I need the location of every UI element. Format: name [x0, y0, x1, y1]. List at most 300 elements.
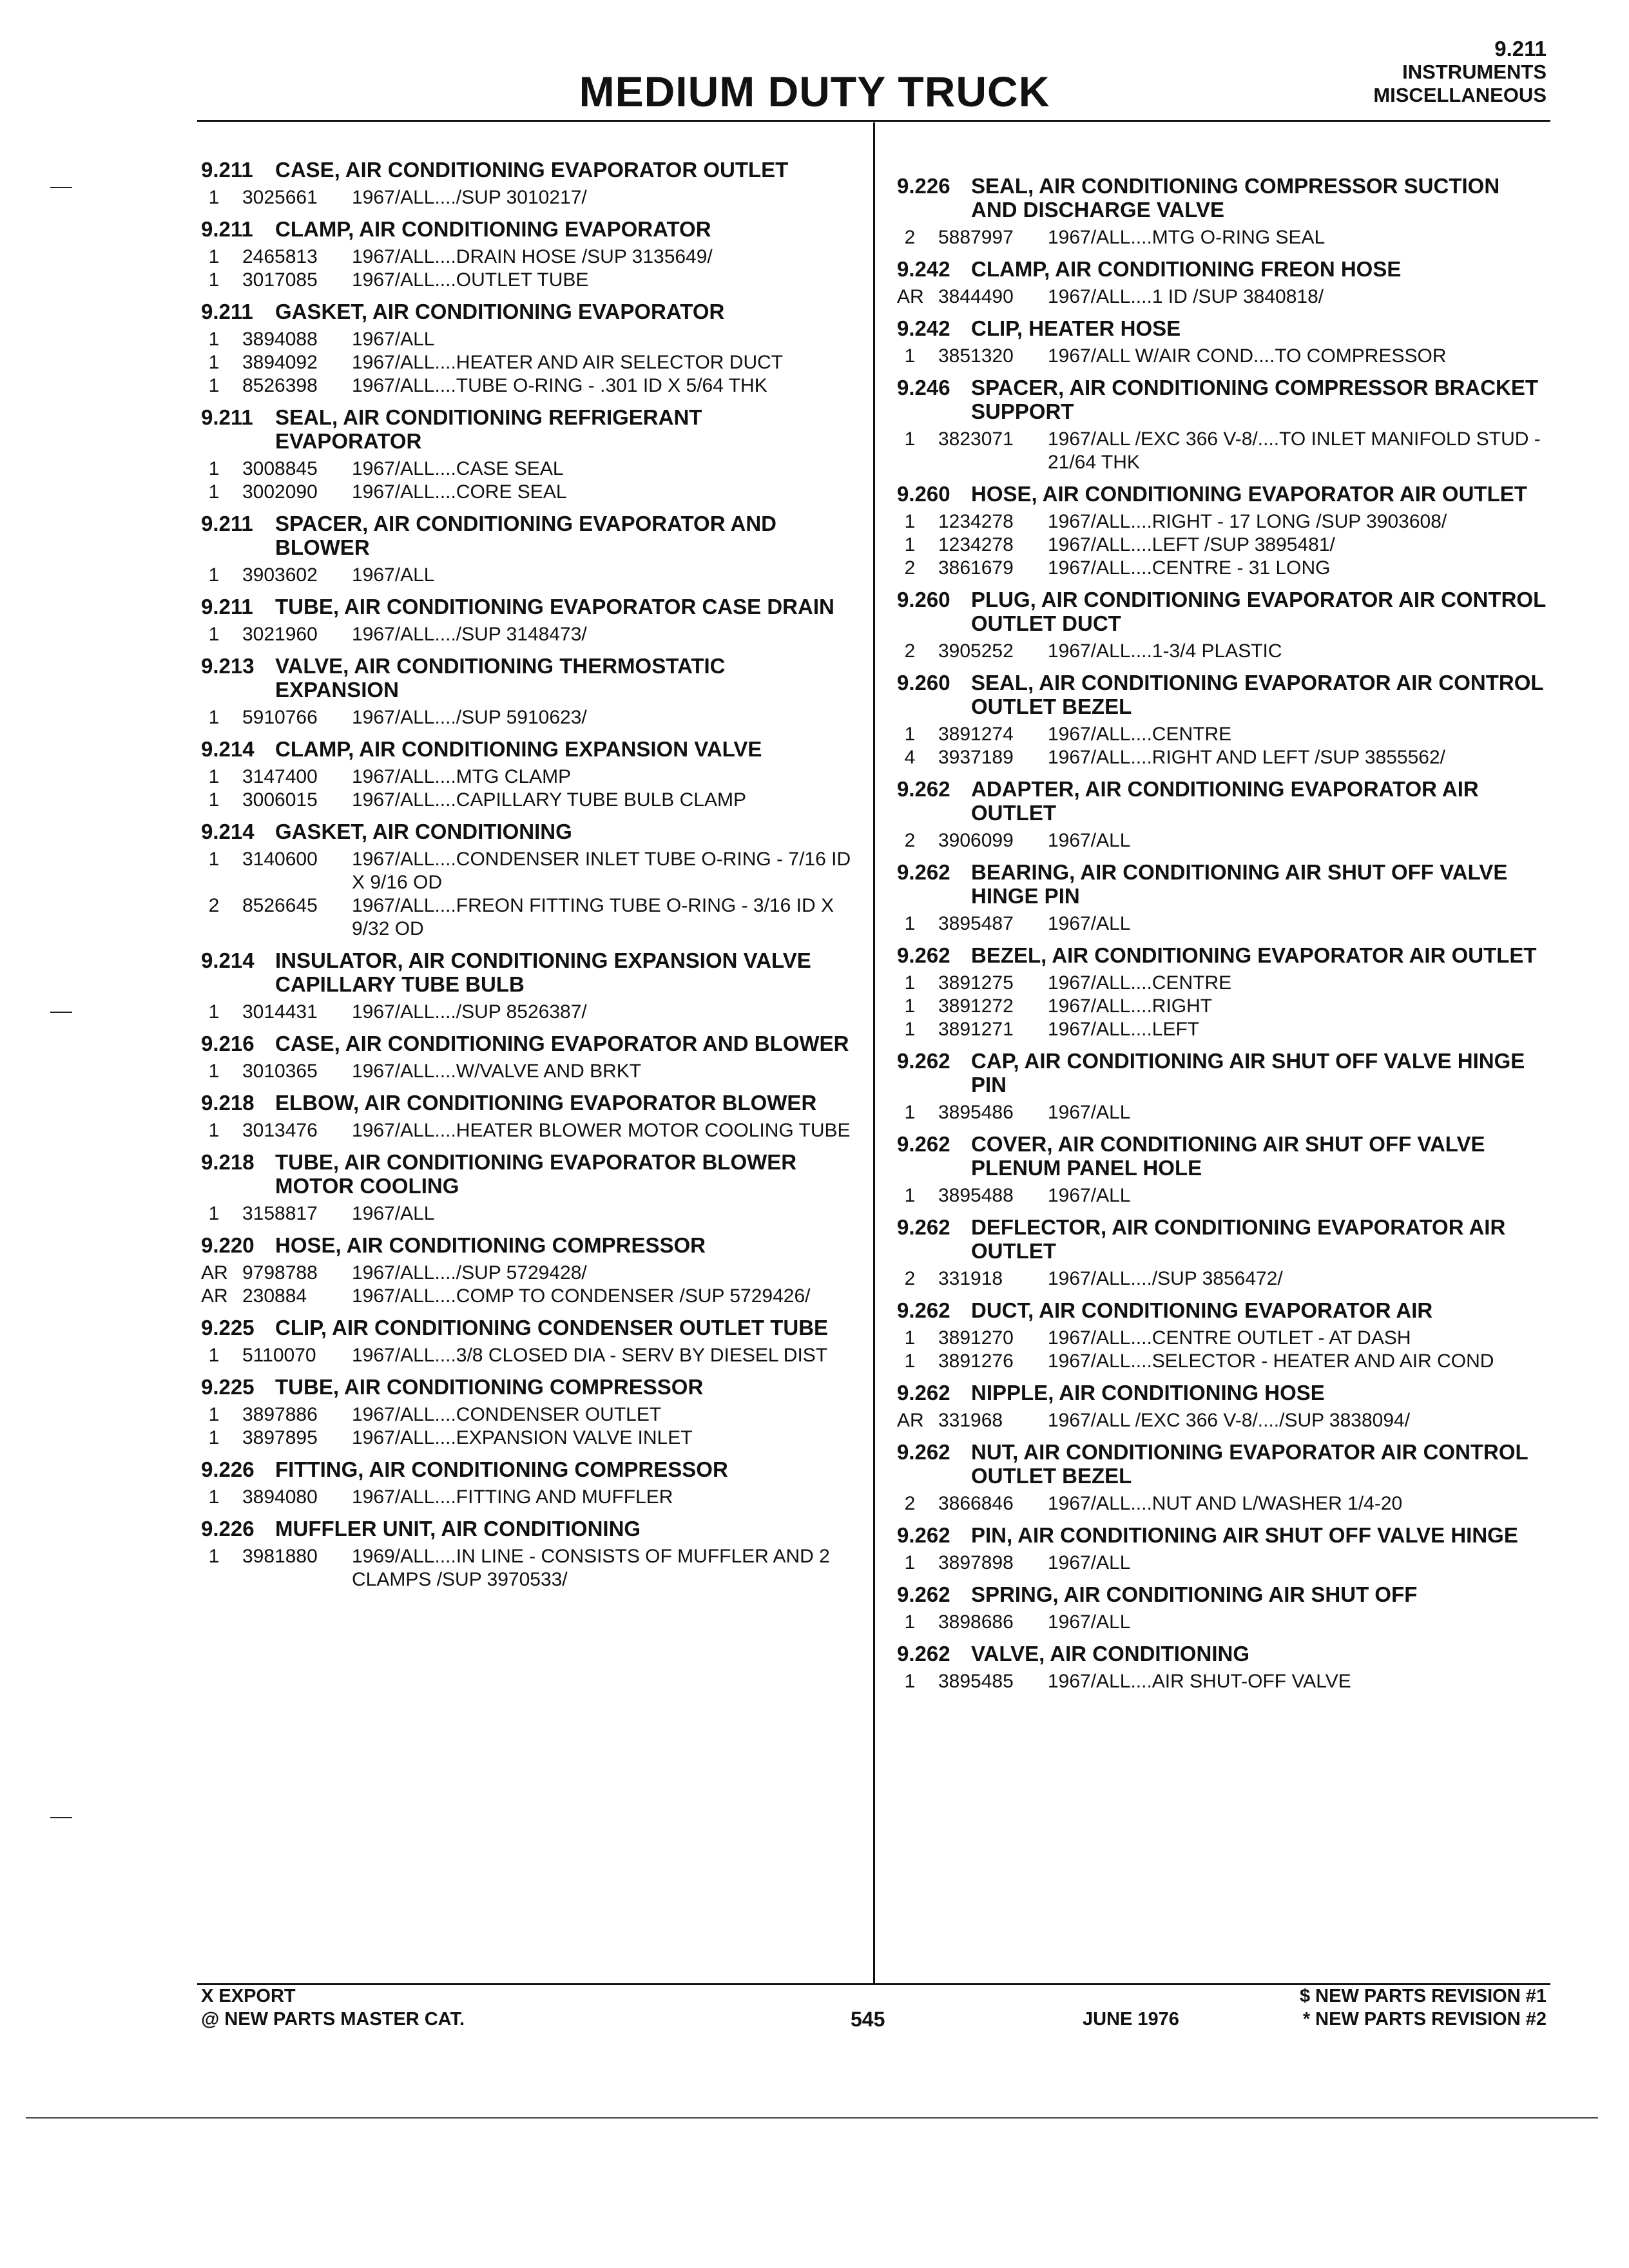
- footer-revision-1: $ NEW PARTS REVISION #1: [1300, 1986, 1547, 2006]
- part-description: 1967/ALL....3/8 CLOSED DIA - SERV BY DIESEL DIST: [352, 1345, 828, 1366]
- part-quantity: 1: [904, 1671, 916, 1692]
- group-code: 9.262: [897, 1642, 950, 1666]
- part-description: 1967/ALL....CENTRE: [1048, 972, 1232, 994]
- part-row: [201, 481, 853, 504]
- catalog-entry: [897, 1440, 1549, 1515]
- group-code: 9.262: [897, 1049, 950, 1073]
- part-quantity: 1: [208, 1203, 220, 1224]
- group-code: 9.211: [201, 595, 253, 619]
- part-quantity: AR: [897, 286, 924, 307]
- group-code: 9.211: [201, 300, 253, 323]
- part-number: 3866846: [938, 1493, 1014, 1514]
- part-row: [897, 1327, 1549, 1350]
- part-description: 1967/ALL..../SUP 8526387/: [352, 1001, 587, 1023]
- part-quantity: 1: [904, 972, 916, 994]
- part-description: 1967/ALL: [1048, 830, 1131, 851]
- part-row: [201, 245, 853, 269]
- entry-heading: [201, 1517, 853, 1541]
- catalog-entry: [201, 820, 853, 941]
- part-number: 3823071: [938, 428, 1014, 450]
- part-quantity: 1: [904, 995, 916, 1017]
- part-number: 3891270: [938, 1327, 1014, 1349]
- part-number: 3895485: [938, 1671, 1014, 1692]
- group-code: 9.262: [897, 943, 950, 967]
- part-quantity: 2: [208, 895, 220, 916]
- part-quantity: 1: [208, 1486, 220, 1508]
- part-number: 5110070: [242, 1345, 316, 1366]
- catalog-entry: [201, 948, 853, 1024]
- page-title: MEDIUM DUTY TRUCK: [579, 68, 1050, 115]
- catalog-entry: [201, 1457, 853, 1509]
- part-title: ELBOW, AIR CONDITIONING EVAPORATOR BLOWER: [275, 1091, 817, 1115]
- part-description: 1967/ALL....NUT AND L/WASHER 1/4-20: [1048, 1493, 1403, 1514]
- part-number: 331918: [938, 1268, 1003, 1289]
- part-description: 1969/ALL....IN LINE - CONSISTS OF MUFFLER AND 2 CLAMPS /SUP 3970533/: [352, 1546, 830, 1590]
- part-row: [201, 351, 853, 374]
- footer-date: JUNE 1976: [1083, 2009, 1179, 2030]
- part-quantity: 1: [904, 428, 916, 450]
- entry-heading: [201, 1032, 853, 1055]
- part-number: 3013476: [242, 1120, 318, 1141]
- left-column: [201, 158, 853, 1599]
- group-code: 9.262: [897, 1298, 950, 1322]
- part-quantity: 1: [208, 707, 220, 728]
- group-code: 9.242: [897, 316, 950, 340]
- group-code: 9.262: [897, 1132, 950, 1156]
- entry-heading: [201, 1316, 853, 1340]
- group-code: 9.220: [201, 1233, 255, 1257]
- group-code: 9.260: [897, 588, 950, 611]
- part-number: 3158817: [242, 1203, 318, 1224]
- part-row: [897, 723, 1549, 746]
- part-title: SPACER, AIR CONDITIONING COMPRESSOR BRACKET SUPPORT: [971, 376, 1539, 423]
- part-number: 3897895: [242, 1427, 318, 1448]
- part-quantity: 1: [208, 789, 220, 811]
- part-quantity: 1: [208, 1546, 220, 1567]
- part-quantity: 1: [208, 1061, 220, 1082]
- part-title: DEFLECTOR, AIR CONDITIONING EVAPORATOR AIR OUTLET: [971, 1215, 1506, 1263]
- part-quantity: AR: [201, 1285, 228, 1307]
- catalog-entry: [201, 1091, 853, 1142]
- part-quantity: 1: [904, 1350, 916, 1372]
- part-title: SEAL, AIR CONDITIONING EVAPORATOR AIR CONTROL OUTLET BEZEL: [971, 671, 1543, 718]
- catalog-entry: [897, 376, 1549, 474]
- part-row: [897, 1267, 1549, 1291]
- entry-heading: [897, 1523, 1549, 1547]
- entry-heading: [897, 1642, 1549, 1666]
- part-title: HOSE, AIR CONDITIONING EVAPORATOR AIR OUTLET: [971, 482, 1527, 506]
- entry-heading: [897, 376, 1549, 423]
- part-row: [897, 1492, 1549, 1515]
- part-quantity: 1: [208, 624, 220, 645]
- part-title: CAP, AIR CONDITIONING AIR SHUT OFF VALVE HINGE PIN: [971, 1049, 1525, 1097]
- part-quantity: 1: [208, 1345, 220, 1366]
- part-quantity: 2: [904, 557, 916, 579]
- section-subcategory: MISCELLANEOUS: [1373, 84, 1547, 106]
- part-number: 3002090: [242, 481, 318, 503]
- part-row: [897, 912, 1549, 936]
- group-code: 9.262: [897, 1215, 950, 1239]
- entry-heading: [897, 860, 1549, 908]
- entry-heading: [201, 948, 853, 996]
- part-row: [897, 746, 1549, 769]
- part-number: 3025661: [242, 187, 318, 208]
- part-number: 3891276: [938, 1350, 1014, 1372]
- part-description: 1967/ALL....AIR SHUT-OFF VALVE: [1048, 1671, 1351, 1692]
- part-description: 1967/ALL....CORE SEAL: [352, 481, 567, 503]
- entry-heading: [201, 820, 853, 843]
- entry-heading: [897, 174, 1549, 222]
- part-description: 1967/ALL....FITTING AND MUFFLER: [352, 1486, 673, 1508]
- part-number: 3851320: [938, 345, 1014, 367]
- group-code: 9.260: [897, 482, 950, 506]
- entry-heading: [201, 1233, 853, 1257]
- part-description: 1967/ALL....TUBE O-RING - .301 ID X 5/64 THK: [352, 375, 767, 396]
- part-row: [201, 1202, 853, 1225]
- part-quantity: 1: [904, 534, 916, 555]
- part-number: 3897898: [938, 1552, 1014, 1573]
- part-title: HOSE, AIR CONDITIONING COMPRESSOR: [275, 1233, 706, 1257]
- part-row: [897, 345, 1549, 368]
- part-row: [897, 557, 1549, 580]
- part-row: [897, 510, 1549, 533]
- part-number: 3894092: [242, 352, 318, 373]
- part-number: 3140600: [242, 849, 318, 870]
- header-rule: [197, 120, 1550, 122]
- part-quantity: 1: [904, 913, 916, 934]
- page-number: 545: [851, 2008, 885, 2031]
- part-row: [201, 848, 853, 894]
- part-title: SEAL, AIR CONDITIONING REFRIGERANT EVAPORATOR: [275, 405, 702, 453]
- part-row: [201, 328, 853, 351]
- part-row: [201, 1001, 853, 1024]
- footer-revision-2: * NEW PARTS REVISION #2: [1302, 2009, 1547, 2030]
- part-row: [201, 374, 853, 398]
- part-row: [201, 623, 853, 646]
- part-quantity: 1: [208, 564, 220, 586]
- entry-heading: [897, 1440, 1549, 1488]
- part-number: 3021960: [242, 624, 318, 645]
- part-quantity: 1: [208, 1001, 220, 1023]
- part-title: VALVE, AIR CONDITIONING: [971, 1642, 1250, 1666]
- part-number: 3894088: [242, 329, 318, 350]
- entry-heading: [201, 158, 853, 182]
- part-quantity: AR: [201, 1262, 228, 1283]
- part-number: 5887997: [938, 227, 1014, 248]
- part-row: [201, 1344, 853, 1367]
- part-title: CASE, AIR CONDITIONING EVAPORATOR AND BLOWER: [275, 1032, 849, 1055]
- catalog-entry: [201, 654, 853, 729]
- group-code: 9.262: [897, 1381, 950, 1405]
- part-number: 3017085: [242, 269, 318, 291]
- part-number: 3010365: [242, 1061, 318, 1082]
- group-code: 9.211: [201, 405, 253, 429]
- part-title: ADAPTER, AIR CONDITIONING EVAPORATOR AIR OUTLET: [971, 777, 1479, 825]
- part-description: 1967/ALL....LEFT: [1048, 1019, 1200, 1040]
- catalog-entry: [201, 595, 853, 646]
- part-title: SPACER, AIR CONDITIONING EVAPORATOR AND BLOWER: [275, 512, 776, 559]
- catalog-entry: [201, 1316, 853, 1367]
- part-quantity: 2: [904, 830, 916, 851]
- part-row: [897, 1409, 1549, 1432]
- catalog-entry: [897, 1582, 1549, 1634]
- margin-mark: [50, 187, 72, 188]
- part-number: 3891274: [938, 724, 1014, 745]
- part-number: 3897886: [242, 1404, 318, 1425]
- part-number: 3861679: [938, 557, 1014, 579]
- group-code: 9.262: [897, 860, 950, 884]
- part-title: SEAL, AIR CONDITIONING COMPRESSOR SUCTION AND DISCHARGE VALVE: [971, 174, 1500, 222]
- part-row: [201, 457, 853, 481]
- part-row: [201, 706, 853, 729]
- catalog-entry: [897, 1049, 1549, 1124]
- catalog-entry: [897, 1298, 1549, 1373]
- part-number: 3906099: [938, 830, 1014, 851]
- part-number: 1234278: [938, 511, 1014, 532]
- part-row: [201, 1285, 853, 1308]
- entry-heading: [897, 1049, 1549, 1097]
- part-quantity: 1: [904, 724, 916, 745]
- part-title: MUFFLER UNIT, AIR CONDITIONING: [275, 1517, 641, 1541]
- part-title: VALVE, AIR CONDITIONING THERMOSTATIC EXPANSION: [275, 654, 726, 702]
- part-row: [201, 186, 853, 209]
- part-description: 1967/ALL....CENTRE - 31 LONG: [1048, 557, 1331, 579]
- part-title: CLIP, HEATER HOSE: [971, 316, 1181, 340]
- catalog-entry: [897, 1642, 1549, 1693]
- part-quantity: 4: [904, 747, 916, 768]
- part-quantity: 1: [208, 1427, 220, 1448]
- margin-mark: [50, 1012, 72, 1013]
- part-number: 3894080: [242, 1486, 318, 1508]
- part-number: 3905252: [938, 640, 1014, 662]
- part-row: [897, 1101, 1549, 1124]
- part-description: 1967/ALL: [352, 329, 435, 350]
- catalog-entry: [897, 257, 1549, 309]
- part-quantity: 2: [904, 1268, 916, 1289]
- part-quantity: 1: [208, 329, 220, 350]
- footer-export-note: X EXPORT: [201, 1986, 296, 2006]
- part-quantity: 1: [208, 352, 220, 373]
- part-number: 3844490: [938, 286, 1014, 307]
- part-title: PLUG, AIR CONDITIONING EVAPORATOR AIR CONTROL OUTLET DUCT: [971, 588, 1546, 635]
- part-number: 3898686: [938, 1611, 1014, 1633]
- catalog-entry: [201, 158, 853, 209]
- part-description: 1967/ALL: [352, 564, 435, 586]
- part-number: 230884: [242, 1285, 307, 1307]
- part-row: [201, 765, 853, 789]
- part-quantity: 1: [904, 1552, 916, 1573]
- part-number: 8526398: [242, 375, 318, 396]
- part-title: CLAMP, AIR CONDITIONING FREON HOSE: [971, 257, 1402, 281]
- part-description: 1967/ALL /EXC 366 V-8/..../SUP 3838094/: [1048, 1410, 1411, 1431]
- part-number: 3014431: [242, 1001, 318, 1023]
- entry-heading: [201, 1150, 853, 1198]
- part-quantity: 1: [208, 187, 220, 208]
- part-number: 3895487: [938, 913, 1014, 934]
- part-description: 1967/ALL....CENTRE OUTLET - AT DASH: [1048, 1327, 1411, 1349]
- entry-heading: [897, 588, 1549, 635]
- margin-mark: [50, 1817, 72, 1818]
- group-code: 9.225: [201, 1375, 255, 1399]
- entry-heading: [897, 482, 1549, 506]
- part-description: 1967/ALL /EXC 366 V-8/....TO INLET MANIFOLD STUD - 21/64 THK: [1048, 428, 1541, 473]
- part-row: [201, 1262, 853, 1285]
- part-title: NUT, AIR CONDITIONING EVAPORATOR AIR CONTROL OUTLET BEZEL: [971, 1440, 1528, 1488]
- catalog-entry: [897, 777, 1549, 852]
- entry-heading: [201, 1457, 853, 1481]
- part-quantity: 1: [904, 1327, 916, 1349]
- part-title: BEZEL, AIR CONDITIONING EVAPORATOR AIR OUTLET: [971, 943, 1537, 967]
- part-description: 1967/ALL..../SUP 3856472/: [1048, 1268, 1283, 1289]
- section-category: INSTRUMENTS: [1402, 61, 1547, 83]
- part-row: [201, 1545, 853, 1591]
- part-description: 1967/ALL....RIGHT - 17 LONG /SUP 3903608/: [1048, 511, 1447, 532]
- entry-heading: [201, 1091, 853, 1115]
- part-quantity: 2: [904, 1493, 916, 1514]
- catalog-entry: [897, 671, 1549, 769]
- part-description: 1967/ALL W/AIR COND....TO COMPRESSOR: [1048, 345, 1447, 367]
- part-title: TUBE, AIR CONDITIONING COMPRESSOR: [275, 1375, 704, 1399]
- catalog-entry: [897, 588, 1549, 663]
- part-number: 3891271: [938, 1019, 1014, 1040]
- part-description: 1967/ALL....CENTRE: [1048, 724, 1232, 745]
- part-description: 1967/ALL: [1048, 1185, 1131, 1206]
- right-column: [897, 174, 1549, 1701]
- part-row: [897, 226, 1549, 249]
- part-title: TUBE, AIR CONDITIONING EVAPORATOR BLOWER MOTOR COOLING: [275, 1150, 797, 1198]
- part-title: BEARING, AIR CONDITIONING AIR SHUT OFF VALVE HINGE PIN: [971, 860, 1508, 908]
- part-description: 1967/ALL....EXPANSION VALVE INLET: [352, 1427, 693, 1448]
- entry-heading: [897, 1582, 1549, 1606]
- entry-heading: [897, 777, 1549, 825]
- part-description: 1967/ALL....CONDENSER INLET TUBE O-RING - 7/16 ID X 9/16 OD: [352, 849, 851, 893]
- group-code: 9.211: [201, 158, 253, 182]
- part-number: 3895488: [938, 1185, 1014, 1206]
- catalog-entry: [897, 174, 1549, 249]
- part-row: [897, 428, 1549, 474]
- part-number: 3008845: [242, 458, 318, 479]
- catalog-entry: [897, 1523, 1549, 1575]
- part-title: CASE, AIR CONDITIONING EVAPORATOR OUTLET: [275, 158, 789, 182]
- part-row: [897, 829, 1549, 852]
- footer-master-cat-note: @ NEW PARTS MASTER CAT.: [201, 2009, 465, 2030]
- group-code: 9.218: [201, 1150, 255, 1174]
- part-number: 8526645: [242, 895, 318, 916]
- group-code: 9.213: [201, 654, 255, 678]
- part-description: 1967/ALL..../SUP 3148473/: [352, 624, 587, 645]
- entry-heading: [897, 1298, 1549, 1322]
- group-code: 9.262: [897, 1523, 950, 1547]
- entry-heading: [201, 405, 853, 453]
- part-description: 1967/ALL....RIGHT AND LEFT /SUP 3855562/: [1048, 747, 1446, 768]
- part-quantity: 1: [208, 246, 220, 267]
- part-row: [897, 1611, 1549, 1634]
- group-code: 9.211: [201, 217, 253, 241]
- part-description: 1967/ALL: [1048, 913, 1131, 934]
- catalog-entry: [897, 860, 1549, 936]
- part-row: [201, 894, 853, 941]
- part-row: [897, 1018, 1549, 1041]
- part-number: 3903602: [242, 564, 318, 586]
- part-title: CLAMP, AIR CONDITIONING EVAPORATOR: [275, 217, 711, 241]
- entry-heading: [897, 257, 1549, 281]
- part-quantity: 1: [208, 1404, 220, 1425]
- entry-heading: [201, 737, 853, 761]
- group-code: 9.214: [201, 948, 255, 972]
- part-quantity: 2: [904, 227, 916, 248]
- part-number: 3891272: [938, 995, 1014, 1017]
- part-description: 1967/ALL....MTG CLAMP: [352, 766, 572, 787]
- catalog-entry: [201, 300, 853, 398]
- part-quantity: 1: [208, 1120, 220, 1141]
- catalog-entry: [897, 1132, 1549, 1207]
- section-number: 9.211: [1494, 37, 1547, 61]
- column-divider: [873, 122, 875, 1983]
- part-quantity: 1: [904, 511, 916, 532]
- part-row: [201, 1403, 853, 1427]
- part-description: 1967/ALL....OUTLET TUBE: [352, 269, 589, 291]
- catalog-entry: [201, 405, 853, 504]
- part-description: 1967/ALL....CAPILLARY TUBE BULB CLAMP: [352, 789, 746, 811]
- entry-heading: [201, 512, 853, 559]
- bottom-rule: [26, 2117, 1598, 2119]
- catalog-entry: [201, 1150, 853, 1225]
- entry-heading: [897, 671, 1549, 718]
- part-description: 1967/ALL....CONDENSER OUTLET: [352, 1404, 662, 1425]
- part-quantity: 2: [904, 640, 916, 662]
- catalog-entry: [201, 737, 853, 812]
- part-description: 1967/ALL....CASE SEAL: [352, 458, 564, 479]
- part-description: 1967/ALL....1 ID /SUP 3840818/: [1048, 286, 1324, 307]
- part-description: 1967/ALL: [1048, 1102, 1131, 1123]
- catalog-entry: [201, 512, 853, 587]
- part-quantity: 1: [208, 849, 220, 870]
- part-quantity: 1: [208, 375, 220, 396]
- part-row: [201, 1486, 853, 1509]
- group-code: 9.242: [897, 257, 950, 281]
- part-description: 1967/ALL....HEATER BLOWER MOTOR COOLING TUBE: [352, 1120, 851, 1141]
- part-description: 1967/ALL....RIGHT: [1048, 995, 1213, 1017]
- part-title: COVER, AIR CONDITIONING AIR SHUT OFF VALVE PLENUM PANEL HOLE: [971, 1132, 1485, 1180]
- part-quantity: 1: [208, 766, 220, 787]
- part-quantity: 1: [208, 458, 220, 479]
- part-row: [201, 1119, 853, 1142]
- part-title: INSULATOR, AIR CONDITIONING EXPANSION VALVE CAPILLARY TUBE BULB: [275, 948, 811, 996]
- part-description: 1967/ALL....1-3/4 PLASTIC: [1048, 640, 1282, 662]
- part-number: 3981880: [242, 1546, 318, 1567]
- group-code: 9.226: [201, 1457, 255, 1481]
- part-description: 1967/ALL: [352, 1203, 435, 1224]
- part-description: 1967/ALL....W/VALVE AND BRKT: [352, 1061, 642, 1082]
- entry-heading: [201, 1375, 853, 1399]
- entry-heading: [201, 654, 853, 702]
- group-code: 9.226: [201, 1517, 255, 1541]
- entry-heading: [201, 595, 853, 619]
- part-description: 1967/ALL....LEFT /SUP 3895481/: [1048, 534, 1335, 555]
- group-code: 9.262: [897, 1582, 950, 1606]
- part-title: NIPPLE, AIR CONDITIONING HOSE: [971, 1381, 1325, 1405]
- group-code: 9.226: [897, 174, 950, 198]
- part-description: 1967/ALL: [1048, 1552, 1131, 1573]
- part-row: [897, 995, 1549, 1018]
- entry-heading: [201, 217, 853, 241]
- part-title: PIN, AIR CONDITIONING AIR SHUT OFF VALVE HINGE: [971, 1523, 1518, 1547]
- part-row: [897, 1670, 1549, 1693]
- part-row: [201, 1427, 853, 1450]
- group-code: 9.262: [897, 1440, 950, 1464]
- entry-heading: [201, 300, 853, 323]
- entry-heading: [897, 1215, 1549, 1263]
